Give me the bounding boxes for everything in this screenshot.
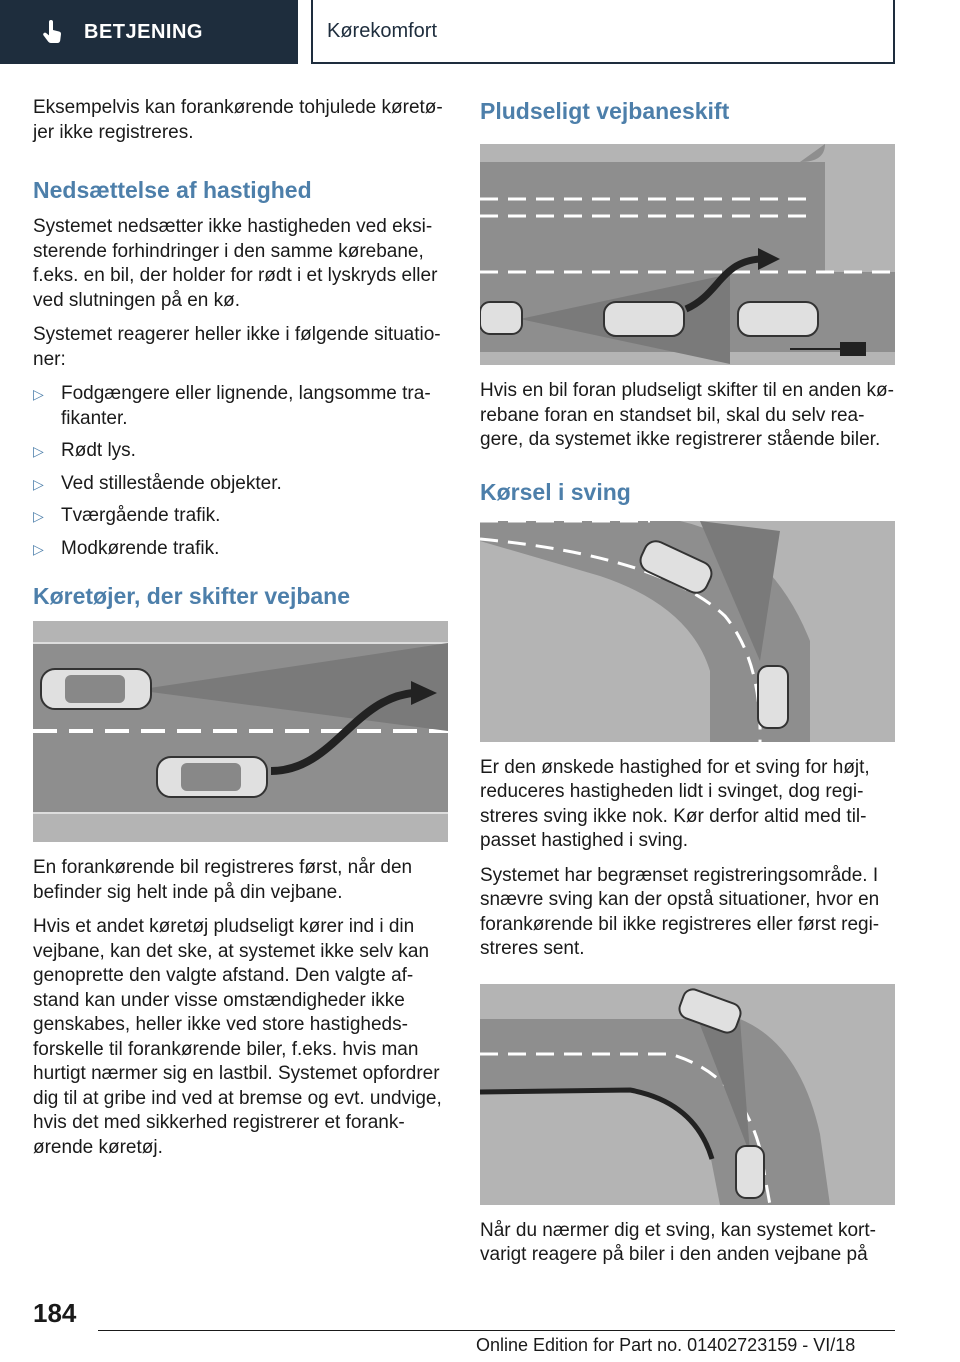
right-column [480,96,896,1278]
intro-paragraph: Eksempelvis kan forankørende tohjulede køretø-jer ikke registreres. [33,97,443,143]
heading-curve-driving: Kørsel i sving [480,478,631,505]
triangle-bullet-icon: ▷ [33,508,44,524]
section-tab [0,0,298,64]
triangle-bullet-icon: ▷ [33,475,44,492]
list-item: ▷ Fodgængere eller lignende, langsomme tra-fikanter. [33,382,449,431]
curve-driving-illustration-2 [480,984,895,1205]
footer-divider [98,1330,895,1331]
heading-sudden-lane-change: Pludseligt vejbaneskift [480,98,730,124]
triangle-bullet-icon: ▷ [33,386,44,402]
curve-paragraph-3: Når du nærmer dig et sving, kan systemet kort-varigt reagere på biler i den anden vejbane på [480,1219,876,1265]
list-item: ▷ Tværgående trafik. [33,504,449,529]
hand-pointer-icon [40,19,66,45]
left-column [33,96,449,1170]
heading-lane-change: Køretøjer, der skifter vejbane [33,583,351,609]
sudden-lane-change-illustration [480,144,895,365]
list-item: ▷ Rødt lys. [33,439,449,464]
lane-paragraph-2: Hvis et andet køretøj pludseligt kører ind i din vejbane, kan det ske, at systemet ikke selv kan genoprette den valgte afstand. Den valgte af-stand kan under visse omstændigheder ikke genskabes, heller ikke ved store hastigheds-forskelle til forankørende biler, f.eks. hvis man hurtigt nærmer sig en lastbil. Systemet opfordrer dig til at gribe ind ved at bremse og evt. undvige, hvis det med sikkerhed registrerer et forank-ørende køretøj. [33,916,442,1158]
edition-note: Online Edition for Part no. 01402723159 - VI/18 [476,1335,856,1355]
curve-paragraph-2: Systemet har begrænset registreringsområde. I snævre sving kan der opstå situationer, hvor en forankørende bil ikke registreres eller først regi-streres sent. [480,864,880,959]
section-tab-label: BETJENING [84,20,203,43]
lane-change-illustration [33,621,448,842]
list-item: ▷ Modkørende trafik. [33,537,449,562]
heading-speed-reduction: Nedsættelse af hastighed [33,177,312,203]
curve-paragraph-1: Er den ønskede hastighed for et sving for højt, reduceres hastigheden lidt i svinget, dog regi-streres sving ikke nok. Kør derfor altid med til-passet hastighed i sving. [480,756,870,851]
lane-paragraph-1: En forankørende bil registreres først, når den befinder sig helt inde på din vejbane. [33,857,413,903]
speed-paragraph-2: Systemet reagerer heller ikke i følgende situatio-ner: [33,324,441,370]
page-title: Kørekomfort [311,0,895,64]
list-item: ▷ Ved stillestående objekter. [33,472,449,497]
situation-list [33,382,449,561]
curve-driving-illustration-1 [480,521,895,742]
triangle-bullet-icon: ▷ [33,540,44,557]
sudden-paragraph: Hvis en bil foran pludseligt skifter til en anden kø-rebane foran en standset bil, skal du selv rea-gere, da systemet ikke registrerer stående biler. [480,380,894,450]
speed-paragraph-1: Systemet nedsætter ikke hastigheden ved eksi-sterende forhindringer i den samme kørebane, f.eks. en bil, der holder for rødt i et lyskryds eller ved slutningen på en kø. [33,216,438,311]
page-number: 184 [33,1298,77,1328]
triangle-bullet-icon: ▷ [33,443,44,459]
